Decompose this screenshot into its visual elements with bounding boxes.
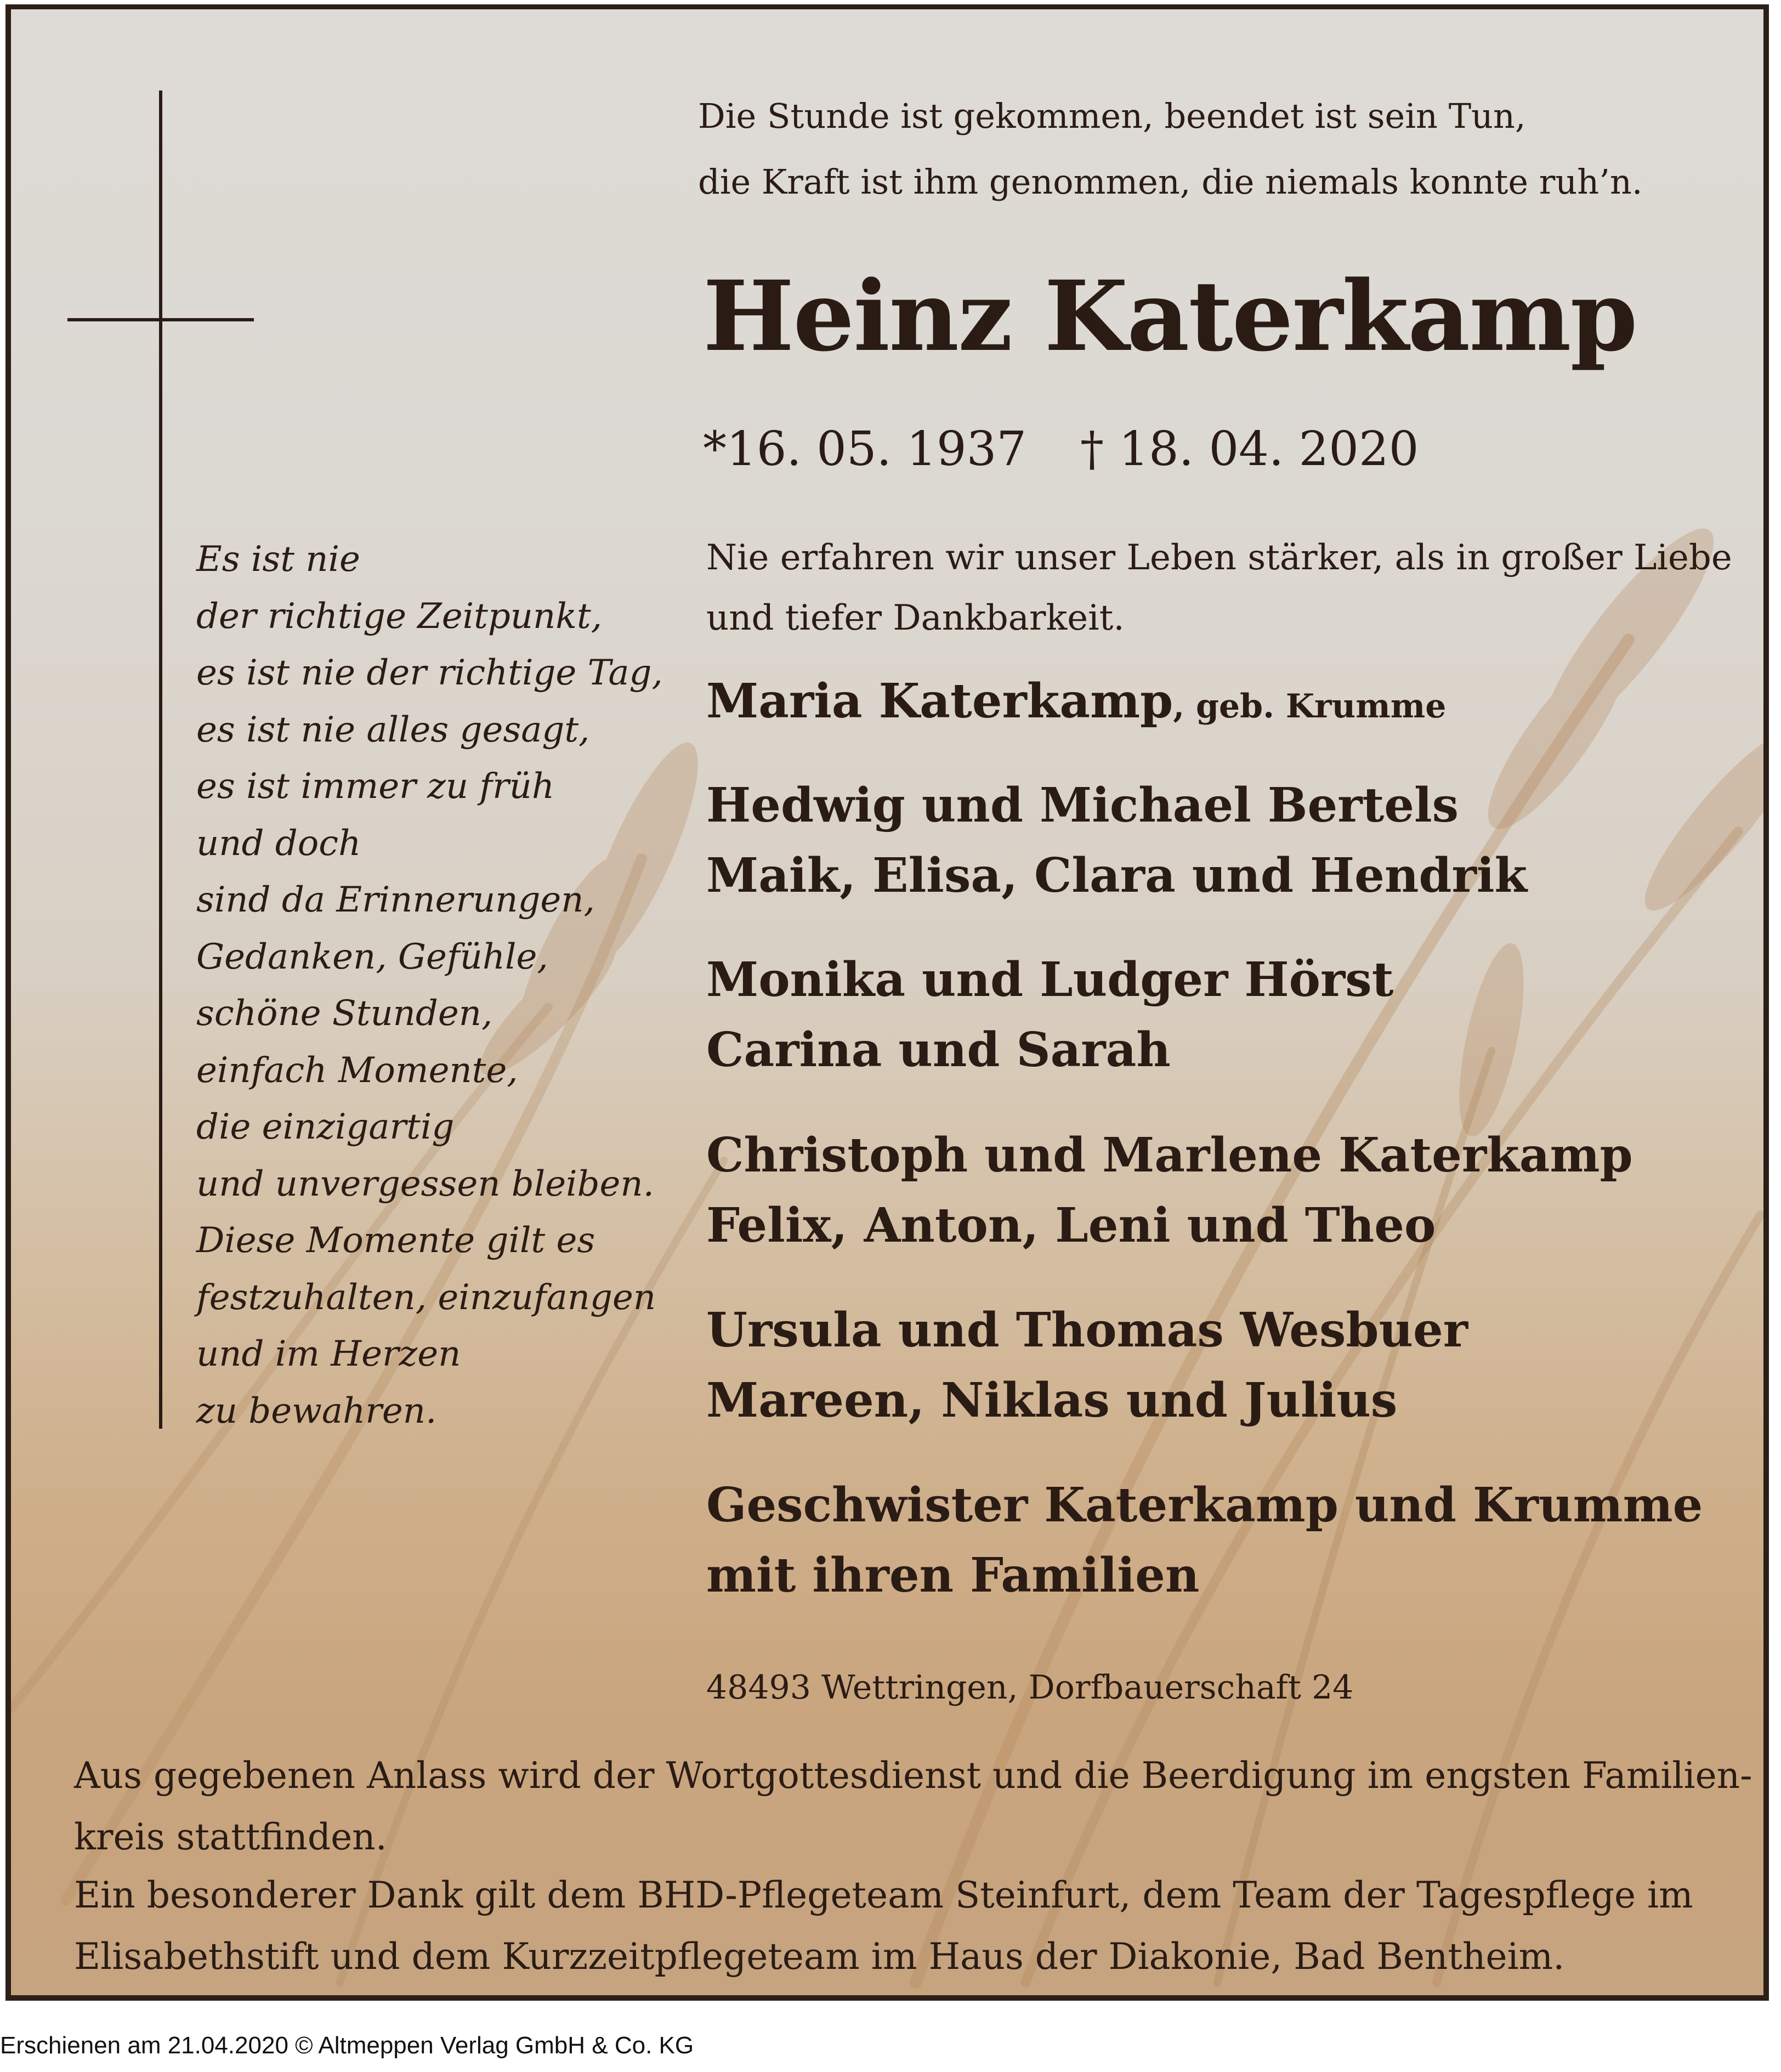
poem-line: zu bewahren. (196, 1390, 437, 1431)
publication-footer: Erschienen am 21.04.2020 © Altmeppen Verlag GmbH & Co. KG (0, 2032, 694, 2059)
intro-line: und tiefer Dankbarkeit. (706, 598, 1125, 638)
mourner-family (706, 1295, 1468, 1436)
birth-date: *16. 05. 1937 (703, 422, 1027, 477)
funeral-notice (74, 1745, 1752, 1868)
spouse (706, 666, 1446, 737)
mourner-line: Hedwig und Michael Bertels (706, 778, 1459, 833)
poem-line: es ist nie der richtige Tag, (196, 653, 663, 693)
spouse-maiden-name: , geb. Krumme (1173, 687, 1447, 726)
poem-line: und doch (196, 823, 361, 864)
spouse-name: Maria Katerkamp (706, 673, 1173, 729)
poem-line: die einzigartig (196, 1107, 455, 1147)
poem-line: es ist nie alles gesagt, (196, 709, 590, 750)
mourner-line: Ursula und Thomas Wesbuer (706, 1303, 1468, 1358)
poem-line: und im Herzen (196, 1334, 461, 1374)
poem-line: Es ist nie (196, 539, 360, 580)
notice-line: Aus gegebenen Anlass wird der Wortgottesdienst und die Beerdigung im engsten Familien- (74, 1754, 1752, 1797)
poem-line: sind da Erinnerungen, (196, 880, 595, 920)
deceased-name: Heinz Katerkamp (703, 259, 1637, 373)
poem-line: der richtige Zeitpunkt, (196, 596, 603, 637)
mourner-line: Geschwister Katerkamp und Krumme (706, 1477, 1703, 1533)
poem-line: und unvergessen bleiben. (196, 1163, 654, 1204)
cross-horizontal-bar (67, 318, 254, 321)
thanks-notice (74, 1865, 1693, 1988)
death-date: † 18. 04. 2020 (1080, 422, 1419, 477)
poem-line: festzuhalten, einzufangen (196, 1277, 656, 1318)
address: 48493 Wettringen, Dorfbauerschaft 24 (706, 1668, 1354, 1707)
poem-line: Gedanken, Gefühle, (196, 936, 548, 977)
motto-line: die Kraft ist ihm genommen, die niemals konnte ruh’n. (698, 162, 1643, 202)
intro-line: Nie erfahren wir unser Leben stärker, als in großer Liebe (706, 537, 1732, 578)
mourner-line: Monika und Ludger Hörst (706, 952, 1394, 1007)
mourner-family (706, 771, 1527, 911)
notice-line: Elisabethstift und dem Kurzzeitpflegeteam im Haus der Diakonie, Bad Bentheim. (74, 1935, 1565, 1978)
mourner-line: Carina und Sarah (706, 1022, 1171, 1078)
mourner-family (706, 1120, 1633, 1261)
mourner-family (706, 945, 1393, 1085)
motto-quote (698, 83, 1643, 215)
notice-line: Ein besonderer Dank gilt dem BHD-Pflegeteam Steinfurt, dem Team der Tagespflege im (74, 1874, 1693, 1916)
mourner-line: Maik, Elisa, Clara und Hendrik (706, 848, 1528, 903)
poem-line: es ist immer zu früh (196, 766, 555, 807)
mourner-line: Christoph und Marlene Katerkamp (706, 1128, 1633, 1183)
poem (196, 531, 663, 1440)
mourner-line: mit ihren Familien (706, 1548, 1200, 1603)
mourner-family (706, 1470, 1703, 1611)
intro-text (706, 528, 1732, 648)
obituary-card (5, 4, 1769, 2001)
poem-line: schöne Stunden, (196, 993, 493, 1034)
notice-line: kreis stattfinden. (74, 1816, 387, 1858)
poem-line: einfach Momente, (196, 1050, 518, 1091)
mourner-line: Mareen, Niklas und Julius (706, 1373, 1398, 1428)
motto-line: Die Stunde ist gekommen, beendet ist sein Tun, (698, 96, 1526, 136)
poem-line: Diese Momente gilt es (196, 1220, 595, 1261)
mourner-line: Felix, Anton, Leni und Theo (706, 1198, 1436, 1253)
cross-vertical-bar (159, 90, 162, 1429)
